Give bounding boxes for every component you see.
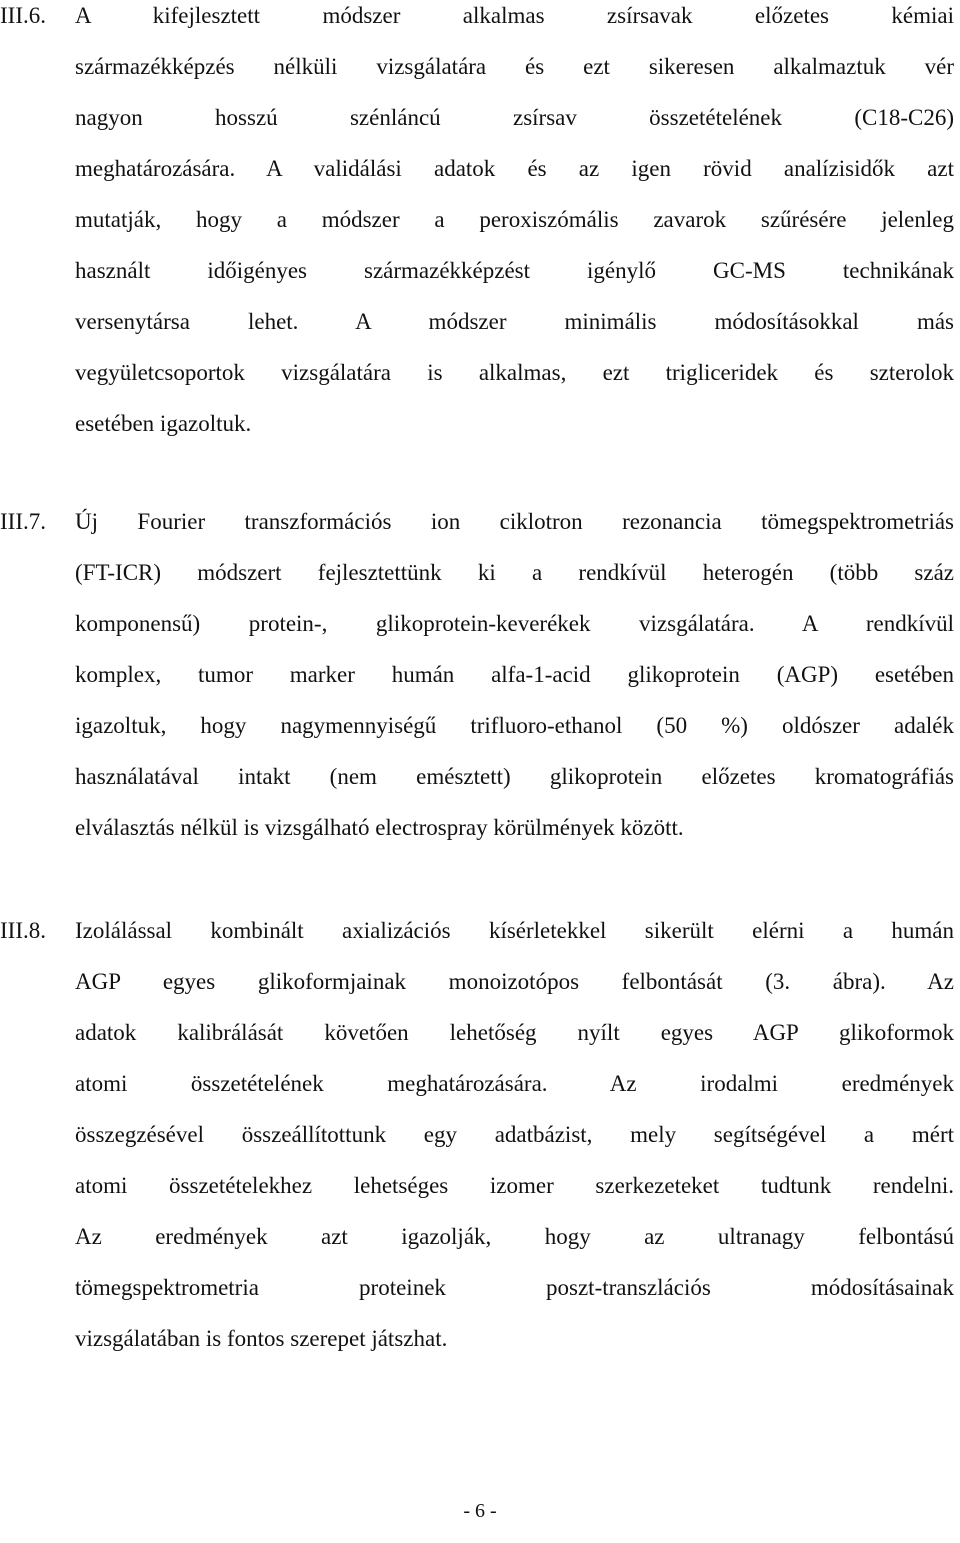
paragraph-line: tömegspektrometria proteinek poszt-transzlációs módosításainak bbox=[75, 1275, 954, 1300]
paragraph-line: Az eredmények azt igazolják, hogy az ultranagy felbontású bbox=[75, 1224, 954, 1249]
item-number: III.6. bbox=[0, 3, 46, 28]
item-paragraph bbox=[75, 0, 954, 449]
paragraph-line: versenytársa lehet. A módszer minimális módosításokkal más bbox=[75, 309, 954, 334]
paragraph-line: vegyületcsoportok vizsgálatára is alkalmas, ezt trigliceridek és szterolok bbox=[75, 360, 954, 385]
page-number: - 6 - bbox=[463, 1500, 497, 1522]
paragraph-line: Új Fourier transzformációs ion ciklotron rezonancia tömegspektrometriás bbox=[75, 509, 954, 534]
paragraph-line: mutatják, hogy a módszer a peroxiszómális zavarok szűrésére jelenleg bbox=[75, 207, 954, 232]
paragraph-line: származékképzés nélküli vizsgálatára és ezt sikeresen alkalmaztuk vér bbox=[75, 54, 954, 79]
paragraph-line: használatával intakt (nem emésztett) glikoprotein előzetes kromatográfiás bbox=[75, 764, 954, 789]
paragraph-line: esetében igazoltuk. bbox=[75, 411, 252, 436]
paragraph-line: komplex, tumor marker humán alfa-1-acid glikoprotein (AGP) esetében bbox=[75, 662, 954, 687]
paragraph-line: atomi összetételének meghatározására. Az irodalmi eredmények bbox=[75, 1071, 954, 1096]
item-number: III.7. bbox=[0, 509, 46, 534]
paragraph-line: A kifejlesztett módszer alkalmas zsírsavak előzetes kémiai bbox=[75, 3, 954, 28]
item-paragraph bbox=[75, 905, 954, 1364]
paragraph-line: komponensű) protein-, glikoprotein-keverékek vizsgálatára. A rendkívül bbox=[75, 611, 954, 636]
paragraph-line: nagyon hosszú szénláncú zsírsav összetételének (C18-C26) bbox=[75, 105, 954, 130]
paragraph-line: meghatározására. A validálási adatok és az igen rövid analízisidők azt bbox=[75, 156, 954, 181]
paragraph-line: AGP egyes glikoformjainak monoizotópos felbontását (3. ábra). Az bbox=[75, 969, 954, 994]
paragraph-line: összegzésével összeállítottunk egy adatbázist, mely segítségével a mért bbox=[75, 1122, 954, 1147]
item-number: III.8. bbox=[0, 918, 46, 943]
paragraph-line: adatok kalibrálását követően lehetőség nyílt egyes AGP glikoformok bbox=[75, 1020, 954, 1045]
paragraph-line: Izolálással kombinált axializációs kísérletekkel sikerült elérni a humán bbox=[75, 918, 954, 943]
paragraph-line: atomi összetételekhez lehetséges izomer szerkezeteket tudtunk rendelni. bbox=[75, 1173, 954, 1198]
item-paragraph bbox=[75, 496, 954, 853]
paragraph-line: vizsgálatában is fontos szerepet játszhat. bbox=[75, 1326, 448, 1351]
paragraph-line: (FT-ICR) módszert fejlesztettünk ki a rendkívül heterogén (több száz bbox=[75, 560, 954, 585]
paragraph-line: használt időigényes származékképzést igénylő GC-MS technikának bbox=[75, 258, 954, 283]
paragraph-line: elválasztás nélkül is vizsgálható electrospray körülmények között. bbox=[75, 815, 684, 840]
paragraph-line: igazoltuk, hogy nagymennyiségű trifluoro-ethanol (50 %) oldószer adalék bbox=[75, 713, 954, 738]
